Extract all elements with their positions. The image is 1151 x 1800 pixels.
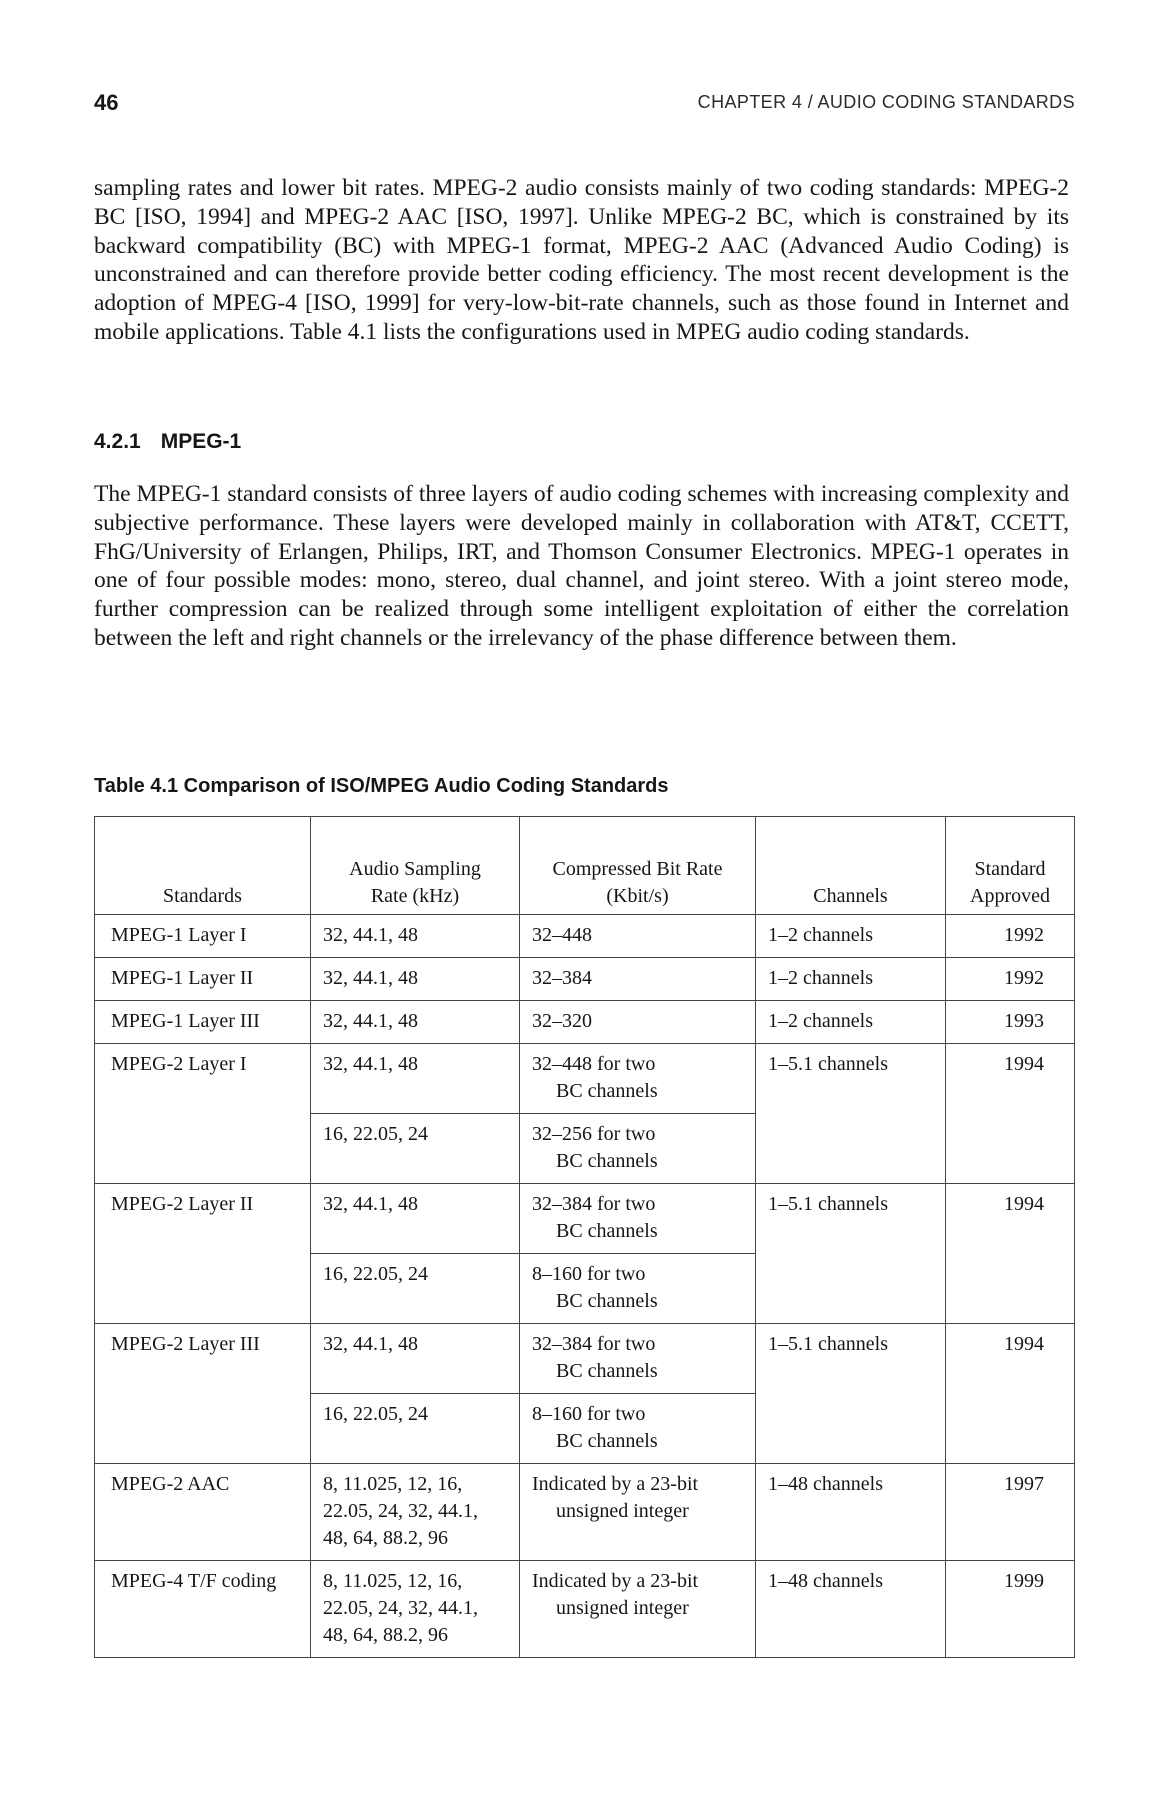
- table-row: [95, 1001, 1075, 1044]
- cell-bitrate: 32–256 for two BC channels: [520, 1114, 756, 1184]
- cell-bitrate: Indicated by a 23-bit unsigned integer: [520, 1561, 756, 1658]
- section-heading: [94, 430, 241, 454]
- cell-sampling: 32, 44.1, 48: [311, 915, 520, 958]
- header-standards: Standards: [95, 817, 311, 915]
- cell-sampling: 16, 22.05, 24: [311, 1394, 520, 1464]
- header-approved: Standard Approved: [946, 817, 1075, 915]
- cell-bitrate: 32–320: [520, 1001, 756, 1044]
- cell-bitrate: Indicated by a 23-bit unsigned integer: [520, 1464, 756, 1561]
- cell-sampling: 8, 11.025, 12, 16, 22.05, 24, 32, 44.1, 48, 64, 88.2, 96: [311, 1464, 520, 1561]
- cell-standard: MPEG-1 Layer II: [95, 958, 311, 1001]
- table-row: [95, 915, 1075, 958]
- cell-bitrate: 32–384: [520, 958, 756, 1001]
- table-row: [95, 1044, 1075, 1114]
- cell-year: 1994: [946, 1044, 1075, 1184]
- cell-channels: 1–5.1 channels: [756, 1044, 946, 1184]
- cell-bitrate: 32–448: [520, 915, 756, 958]
- cell-channels: 1–2 channels: [756, 915, 946, 958]
- cell-sampling: 32, 44.1, 48: [311, 1324, 520, 1394]
- cell-standard: MPEG-4 T/F coding: [95, 1561, 311, 1658]
- cell-standard: MPEG-2 AAC: [95, 1464, 311, 1561]
- cell-bitrate: 32–384 for two BC channels: [520, 1324, 756, 1394]
- cell-standard: MPEG-1 Layer I: [95, 915, 311, 958]
- cell-sampling: 32, 44.1, 48: [311, 1044, 520, 1114]
- cell-standard: MPEG-2 Layer I: [95, 1044, 311, 1184]
- table-row: [95, 1184, 1075, 1254]
- cell-bitrate: 32–384 for two BC channels: [520, 1184, 756, 1254]
- header-channels: Channels: [756, 817, 946, 915]
- cell-channels: 1–5.1 channels: [756, 1184, 946, 1324]
- cell-sampling: 32, 44.1, 48: [311, 958, 520, 1001]
- table-row: [95, 1324, 1075, 1394]
- cell-channels: 1–48 channels: [756, 1561, 946, 1658]
- cell-year: 1997: [946, 1464, 1075, 1561]
- cell-channels: 1–2 channels: [756, 958, 946, 1001]
- table-header-row: [95, 817, 1075, 915]
- cell-standard: MPEG-1 Layer III: [95, 1001, 311, 1044]
- cell-bitrate: 8–160 for two BC channels: [520, 1254, 756, 1324]
- intro-paragraph: sampling rates and lower bit rates. MPEG-2 audio consists mainly of two coding standards: MPEG-2 BC [ISO, 1994] and MPEG-2 AAC [ISO, 1997]. Unlike MPEG-2 BC, which is constrained by its backward compatibility (BC) with MPEG-1 format, MPEG-2 AAC (Advanced Audio Coding) is unconstrained and can therefore provide better coding efficiency. The most recent development is the adoption of MPEG-4 [ISO, 1999] for very-low-bit-rate channels, such as those found in Internet and mobile applications. Table 4.1 lists the configurations used in MPEG audio coding standards.: [94, 175, 1069, 345]
- page-number: 46: [94, 90, 119, 115]
- cell-sampling: 32, 44.1, 48: [311, 1184, 520, 1254]
- cell-channels: 1–5.1 channels: [756, 1324, 946, 1464]
- cell-year: 1992: [946, 915, 1075, 958]
- cell-year: 1992: [946, 958, 1075, 1001]
- table-row: [95, 958, 1075, 1001]
- cell-sampling: 8, 11.025, 12, 16, 22.05, 24, 32, 44.1, 48, 64, 88.2, 96: [311, 1561, 520, 1658]
- cell-bitrate: 32–448 for two BC channels: [520, 1044, 756, 1114]
- cell-bitrate: 8–160 for two BC channels: [520, 1394, 756, 1464]
- table-row: [95, 1464, 1075, 1561]
- table-row: [95, 1561, 1075, 1658]
- section-title: MPEG-1: [160, 430, 242, 453]
- table-caption: Table 4.1 Comparison of ISO/MPEG Audio Coding Standards: [94, 775, 669, 797]
- header-sampling-rate: Audio Sampling Rate (kHz): [311, 817, 520, 915]
- cell-sampling: 32, 44.1, 48: [311, 1001, 520, 1044]
- section-number: 4.2.1: [94, 430, 141, 453]
- cell-channels: 1–2 channels: [756, 1001, 946, 1044]
- header-bit-rate: Compressed Bit Rate (Kbit/s): [520, 817, 756, 915]
- cell-year: 1993: [946, 1001, 1075, 1044]
- cell-sampling: 16, 22.05, 24: [311, 1254, 520, 1324]
- running-head: CHAPTER 4 / AUDIO CODING STANDARDS: [697, 92, 1075, 112]
- cell-channels: 1–48 channels: [756, 1464, 946, 1561]
- cell-year: 1994: [946, 1324, 1075, 1464]
- cell-year: 1999: [946, 1561, 1075, 1658]
- cell-sampling: 16, 22.05, 24: [311, 1114, 520, 1184]
- cell-standard: MPEG-2 Layer II: [95, 1184, 311, 1324]
- section-paragraph: The MPEG-1 standard consists of three layers of audio coding schemes with increasing complexity and subjective performance. These layers were developed mainly in collaboration with AT&T, CCETT, FhG/University of Erlangen, Philips, IRT, and Thomson Consumer Electronics. MPEG-1 operates in one of four possible modes: mono, stereo, dual channel, and joint stereo. With a joint stereo mode, further compression can be realized through some intelligent exploitation of either the correlation between the left and right channels or the irrelevancy of the phase difference between them.: [94, 481, 1069, 651]
- cell-standard: MPEG-2 Layer III: [95, 1324, 311, 1464]
- page-header: [94, 90, 1075, 122]
- comparison-table-wrapper: [94, 816, 1074, 1658]
- cell-year: 1994: [946, 1184, 1075, 1324]
- comparison-table: [94, 816, 1075, 1658]
